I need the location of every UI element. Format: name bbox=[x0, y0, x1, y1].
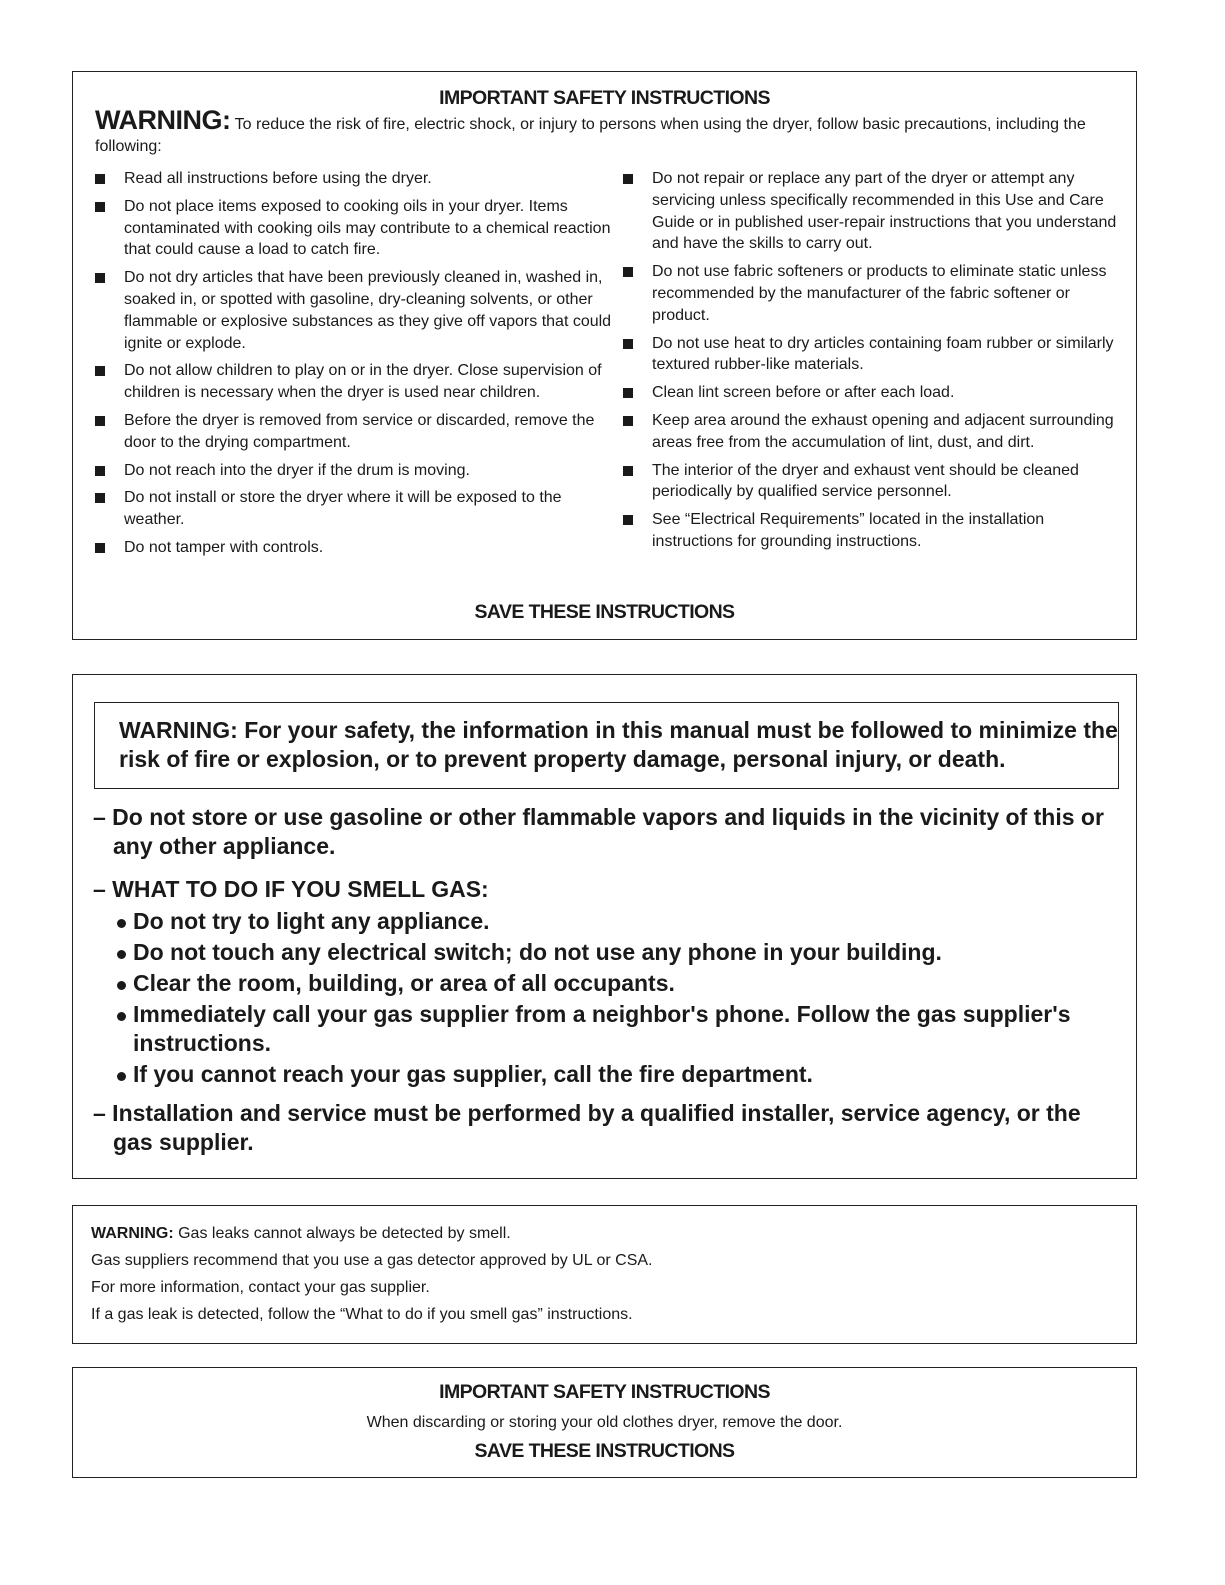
gas-leak-text: WARNING: Gas leaks cannot always be detected by smell. Gas suppliers recommend that you use a gas detector approved by UL or CSA. For more information, contact your gas supplier. If a gas leak is detected, follow the “What to do if you smell gas” instructions. bbox=[91, 1225, 653, 1323]
smell-gas-section bbox=[93, 875, 1116, 1091]
square-bullet-icon bbox=[623, 388, 633, 398]
list-item: Do not try to light any appliance. bbox=[93, 907, 1116, 936]
warning-intro bbox=[95, 106, 1116, 158]
square-bullet-icon bbox=[95, 493, 105, 503]
list-item: Read all instructions before using the dryer. bbox=[95, 168, 620, 190]
list-item: Clean lint screen before or after each load. bbox=[623, 382, 1123, 404]
square-bullet-icon bbox=[95, 466, 105, 476]
list-item: Do not install or store the dryer where it will be exposed to the weather. bbox=[95, 487, 620, 531]
list-item: Before the dryer is removed from service or discarded, remove the door to the drying compartment. bbox=[95, 410, 620, 454]
bullet-dot-icon bbox=[117, 919, 126, 928]
list-item: The interior of the dryer and exhaust vent should be cleaned periodically by qualified service personnel. bbox=[623, 460, 1123, 504]
square-bullet-icon bbox=[95, 202, 105, 212]
list-item: Immediately call your gas supplier from a neighbor's phone. Follow the gas supplier's instructions. bbox=[93, 1000, 1116, 1058]
section-title: IMPORTANT SAFETY INSTRUCTIONS bbox=[439, 87, 770, 109]
precautions-list-right bbox=[623, 168, 1123, 559]
bullet-dot-icon bbox=[117, 1072, 126, 1081]
square-bullet-icon bbox=[623, 515, 633, 525]
warning-label: WARNING: bbox=[91, 1225, 174, 1242]
list-item: Do not use fabric softeners or products to eliminate static unless recommended by the manufacturer of the fabric softener or product. bbox=[623, 261, 1123, 326]
save-instructions-footer: SAVE THESE INSTRUCTIONS bbox=[474, 601, 735, 623]
disposal-text: When discarding or storing your old clothes dryer, remove the door. bbox=[366, 1414, 843, 1431]
list-item: If you cannot reach your gas supplier, call the fire department. bbox=[93, 1060, 1116, 1089]
installation-warning: – Installation and service must be performed by a qualified installer, service agency, or the gas supplier. bbox=[93, 1100, 1081, 1155]
list-item: Do not use heat to dry articles containing foam rubber or similarly textured rubber-like materials. bbox=[623, 333, 1123, 377]
square-bullet-icon bbox=[623, 416, 633, 426]
list-item: See “Electrical Requirements” located in the installation instructions for grounding instructions. bbox=[623, 509, 1123, 553]
list-item: Do not allow children to play on or in the dryer. Close supervision of children is necessary when the dryer is used near children. bbox=[95, 360, 620, 404]
gas-warning-box bbox=[72, 674, 1137, 1179]
square-bullet-icon bbox=[623, 267, 633, 277]
list-item: Do not repair or replace any part of the dryer or attempt any servicing unless specifically recommended in this Use and Care Guide or in published user-repair instructions that you understand and have the skills to carry out. bbox=[623, 168, 1123, 255]
save-instructions-footer: SAVE THESE INSTRUCTIONS bbox=[474, 1440, 735, 1462]
bullet-dot-icon bbox=[117, 981, 126, 990]
warning-text: To reduce the risk of fire, electric shock, or injury to persons when using the dryer, follow basic precautions, including the following: bbox=[95, 116, 1086, 155]
square-bullet-icon bbox=[623, 339, 633, 349]
boxed-warning: WARNING: For your safety, the information in this manual must be followed to minimize the risk of fire or explosion, or to prevent property damage, personal injury, or death. bbox=[94, 702, 1119, 789]
disposal-instructions-box bbox=[72, 1367, 1137, 1478]
section-title: IMPORTANT SAFETY INSTRUCTIONS bbox=[439, 1381, 770, 1403]
list-item: Do not tamper with controls. bbox=[95, 537, 620, 559]
gas-leak-warning-box bbox=[72, 1205, 1137, 1344]
safety-instructions-box bbox=[72, 71, 1137, 640]
list-item: Do not place items exposed to cooking oils in your dryer. Items contaminated with cooking oils may contribute to a chemical reaction that could cause a load to catch fire. bbox=[95, 196, 620, 261]
smell-gas-title: – WHAT TO DO IF YOU SMELL GAS: bbox=[93, 876, 489, 902]
precautions-list-left bbox=[95, 168, 620, 565]
list-item: Do not touch any electrical switch; do not use any phone in your building. bbox=[93, 938, 1116, 967]
square-bullet-icon bbox=[95, 543, 105, 553]
warning-label: WARNING: bbox=[95, 105, 231, 135]
vapor-warning: – Do not store or use gasoline or other flammable vapors and liquids in the vicinity of this or any other appliance. bbox=[93, 804, 1104, 859]
list-item: Do not dry articles that have been previously cleaned in, washed in, soaked in, or spotted with gasoline, dry-cleaning solvents, or other flammable or explosive substances as they give off vapors that could ignite or explode. bbox=[95, 267, 620, 354]
square-bullet-icon bbox=[95, 273, 105, 283]
square-bullet-icon bbox=[95, 416, 105, 426]
square-bullet-icon bbox=[95, 174, 105, 184]
square-bullet-icon bbox=[623, 174, 633, 184]
smell-gas-steps bbox=[93, 907, 1116, 1089]
square-bullet-icon bbox=[623, 466, 633, 476]
list-item: Clear the room, building, or area of all occupants. bbox=[93, 969, 1116, 998]
square-bullet-icon bbox=[95, 366, 105, 376]
bullet-dot-icon bbox=[117, 950, 126, 959]
bullet-dot-icon bbox=[117, 1012, 126, 1021]
list-item: Do not reach into the dryer if the drum is moving. bbox=[95, 460, 620, 482]
list-item: Keep area around the exhaust opening and adjacent surrounding areas free from the accumulation of lint, dust, and dirt. bbox=[623, 410, 1123, 454]
